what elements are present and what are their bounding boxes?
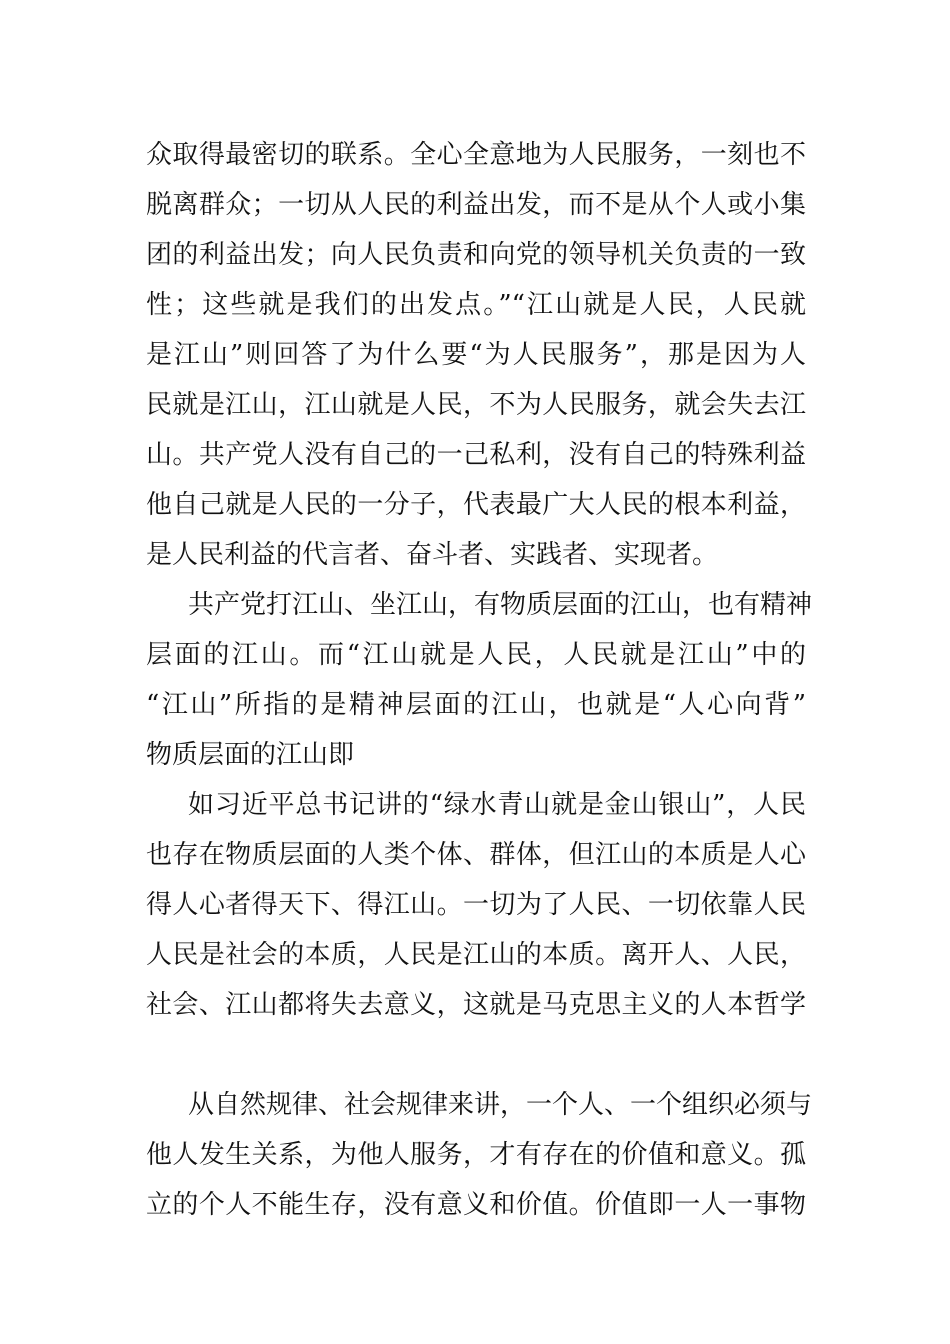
text-line: 也存在物质层面的人类个体、群体，但江山的本质是人心: [146, 840, 806, 870]
text-line: 人民是社会的本质，人民是江山的本质。离开人、人民，: [146, 940, 806, 970]
text-line: 物质层面的江山即: [146, 740, 355, 770]
text-line: 他自己就是人民的一分子，代表最广大人民的根本利益，: [146, 490, 806, 520]
text-line: “江山”所指的是精神层面的江山，也就是“人心向背”: [146, 690, 806, 720]
paragraph-start-line: 如习近平总书记讲的“绿水青山就是金山银山”，人民: [188, 790, 806, 820]
paragraph-start-line: 共产党打江山、坐江山，有物质层面的江山，也有精神: [188, 590, 813, 620]
document-body: [146, 130, 813, 1230]
text-line: 脱离群众；一切从人民的利益出发，而不是从个人或小集: [146, 190, 806, 220]
text-line: 他人发生关系，为他人服务，才有存在的价值和意义。孤: [146, 1140, 806, 1170]
text-line: 社会、江山都将失去意义，这就是马克思主义的人本哲学: [146, 990, 806, 1020]
text-line: 团的利益出发；向人民负责和向党的领导机关负责的一致: [146, 240, 806, 270]
blank-line: [146, 1030, 806, 1080]
text-line: 众取得最密切的联系。全心全意地为人民服务，一刻也不: [146, 140, 806, 170]
paragraph-start-line: 从自然规律、社会规律来讲，一个人、一个组织必须与: [188, 1090, 813, 1120]
text-line: 是人民利益的代言者、奋斗者、实践者、实现者。: [146, 540, 719, 570]
text-line: 山。共产党人没有自己的一己私利，没有自己的特殊利益: [146, 440, 806, 470]
text-line: 层面的江山。而“江山就是人民，人民就是江山”中的: [146, 640, 806, 670]
text-line: 是江山”则回答了为什么要“为人民服务”，那是因为人: [146, 340, 806, 370]
text-line: 民就是江山，江山就是人民，不为人民服务，就会失去江: [146, 390, 806, 420]
text-line: 立的个人不能生存，没有意义和价值。价值即一人一事物: [146, 1190, 806, 1220]
text-line: 性；这些就是我们的出发点。”“江山就是人民，人民就: [146, 290, 806, 320]
text-line: 得人心者得天下、得江山。一切为了人民、一切依靠人民: [146, 890, 806, 920]
